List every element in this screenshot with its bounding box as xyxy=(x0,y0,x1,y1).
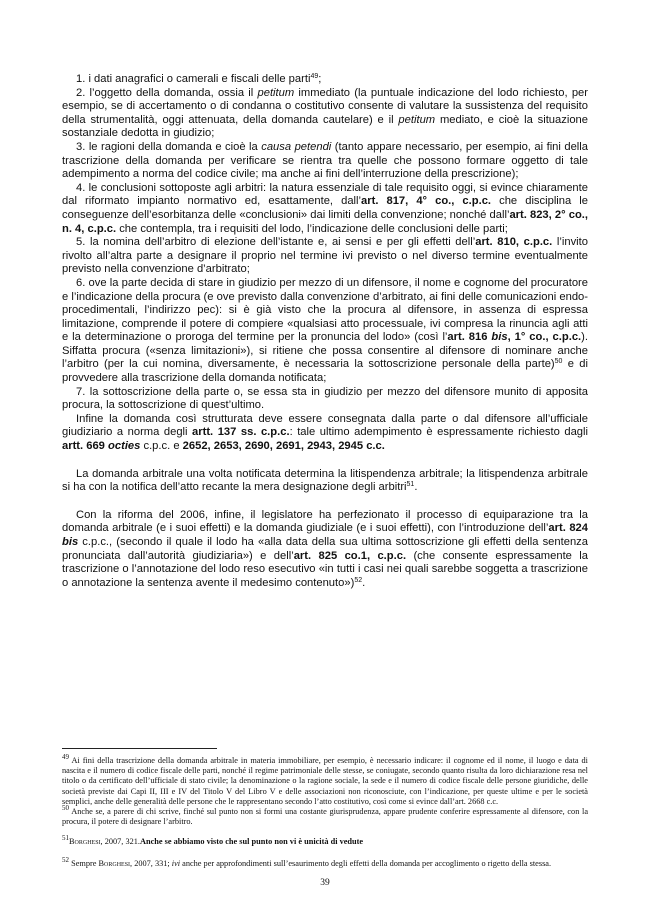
footnote-ref-50[interactable]: 50 xyxy=(554,358,563,366)
footnote-ref-51[interactable]: 51 xyxy=(406,481,415,489)
footnotes-section xyxy=(62,753,588,869)
paragraph-riforma-2006: Con la riforma del 2006, infine, il legislatore ha perfezionato il processo di equiparazione tra la domanda arbitrale (e i suoi effetti) e la domanda giudiziale (e i suoi effetti), con l’introduzione dell’art. 824 bis c.p.c., (secondo il quale il lodo ha «alla data della sua ultima sottoscrizione gli effetti della sentenza pronunciata dall’autorità giudiziaria») e dell’art. 825 co.1, c.p.c. (che consente espressamente la trascrizione o l’annotazione del lodo reso esecutivo «in tutti i casi nei quali sarebbe soggetta a trascrizione o annotazione la sentenza avente il medesimo contenuto»)$^{52}$. xyxy=(62,508,588,589)
paragraph-item-7: 7. la sottoscrizione della parte o, se essa sta in giudizio per mezzo del difensore munito di apposita procura, la sottoscrizione di quest’ultimo. xyxy=(62,385,588,412)
footnote-52: $^{52}$ Sempre Borghesi, 2007, 331; ivi anche per approfondimenti sull’esaurimento degli effetti della domanda per accoglimento o rigetto della stessa. xyxy=(62,855,552,868)
page-number: 39 xyxy=(320,878,330,888)
paragraph-item-3: 3. le ragioni della domanda e cioè la causa petendi (tanto appare necessario, per esempio, ai fini della trascrizione della domanda per verificare se rientra tra quelle che possono formare oggetto di tale adempimento a norma del codice civile; ma anche ai fini dell’interruzione della prescrizione); xyxy=(62,140,589,181)
footnote-ref-49[interactable]: 49 xyxy=(310,73,319,80)
paragraph-delivery: Infine la domanda così strutturata deve essere consegnata dalla parte o dal difensore all’ufficiale giudiziario a norma degli artt. 137 ss. c.p.c.: tale ultimo adempimento è espressamente richiesto dagli artt. 669 octies c.p.c. e 2652, 2653, 2690, 2691, 2943, 2945 c.c. xyxy=(62,412,588,453)
paragraph-item-1: 1. i dati anagrafici o camerali e fiscali delle parti$^{49}$; xyxy=(76,73,322,85)
paragraph-item-6: 6. ove la parte decida di stare in giudizio per mezzo di un difensore, il nome e cognome del procuratore e l’indicazione della procura (e ove previsto dalla convenzione d’arbitrato, ai fini delle comunicazioni endo-procedimentali, l’indirizzo pec): si è già visto che la procura al difensore, in assenza di espressa limitazione, comprende il potere di compiere «qualsiasi atto processuale, ivi compresa la rinuncia agli atti e la determinazione o proroga del termine per la pronuncia del lodo» (così l’art. 816 bis, 1° co., c.p.c.). Siffatta procura («senza limitazioni»), si ritiene che possa consentire al difensore di nominare anche l’arbitro (per la cui nomina, diversamente, è necessaria la sottoscrizione personale della parte)$^{50}$ e di provvedere alla trascrizione della domanda notificata; xyxy=(62,276,588,385)
footnote-50: $^{50}$ Anche se, a parere di chi scrive, finché sul punto non si formi una costante giurisprudenza, appare prudente conferire espressamente al difensore, con la procura, il potere di designare l’arbitro. xyxy=(62,804,588,827)
footnote-51: $^{51}$Borghesi, 2007, 321.Anche se abbiamo visto che sul punto non vi è unicità di vedute xyxy=(62,834,364,847)
paragraph-item-5: 5. la nomina dell’arbitro di elezione dell’istante e, ai sensi e per gli effetti dell’art. 810, c.p.c. l’invito rivolto all’altra parte a designare il proprio nel termine ivi previsto o nel diverso termine eventualmente previsto nella convenzione d’arbitrato; xyxy=(62,236,588,276)
main-text xyxy=(62,73,588,590)
paragraph-item-2: 2. l’oggetto della domanda, ossia il petitum immediato (la puntuale indicazione del lodo richiesto, per esempio, se di accertamento o di condanna o costitutivo consente di valutare la sussistenza del requisito della strumentalità, oggi attenuata, della domanda cautelare) e il petitum mediato, e cioè la situazione sostanziale dedotta in giudizio; xyxy=(62,86,588,140)
paragraph-litispendenza: La domanda arbitrale una volta notificata determina la litispendenza arbitrale; la litispendenza arbitrale si ha con la notifica dell’atto recante la mera designazione degli arbitri$^{51}$. xyxy=(62,467,588,494)
footnote-49: $^{49}$ Ai fini della trascrizione della domanda arbitrale in materia immobiliare, per esempio, è necessario indicare: il cognome ed il nome, il luogo e data di nascita e il numero di codice fiscale delle parti, nonché il regime patrimoniale delle stesse, se coniugate, secondo quanto risulta da loro dichiarazione resa nel titolo o da certificato dell’ufficiale di stato civile; la denominazione o la ragione sociale, la sede e il numero di codice fiscale delle persone giuridiche, delle società previste dai Capi II, III e IV del Titolo V del Libro V e delle associazioni non riconosciute, con l’indicazione, per queste ultime e per le società semplici, anche delle generalità delle persone che le rappresentano secondo l’atto costitutivo, così come si evince dall’art. 2668 c.c. xyxy=(62,753,588,806)
paragraph-item-4: 4. le conclusioni sottoposte agli arbitri: la natura essenziale di tale requisito oggi, si evince chiaramente dal riformato impianto normativo ed, esattamente, dall’art. 817, 4° co., c.p.c. che disciplina le conseguenze dell’esorbitanza delle «conclusioni» dai limiti della convenzione; nonché dall’art. 823, 2° co., n. 4, c.p.c. che contempla, tra i requisiti del lodo, l’indicazione delle conclusioni delle parti; xyxy=(62,181,589,235)
footnote-separator xyxy=(62,748,217,749)
footnote-ref-52[interactable]: 52 xyxy=(354,576,363,584)
